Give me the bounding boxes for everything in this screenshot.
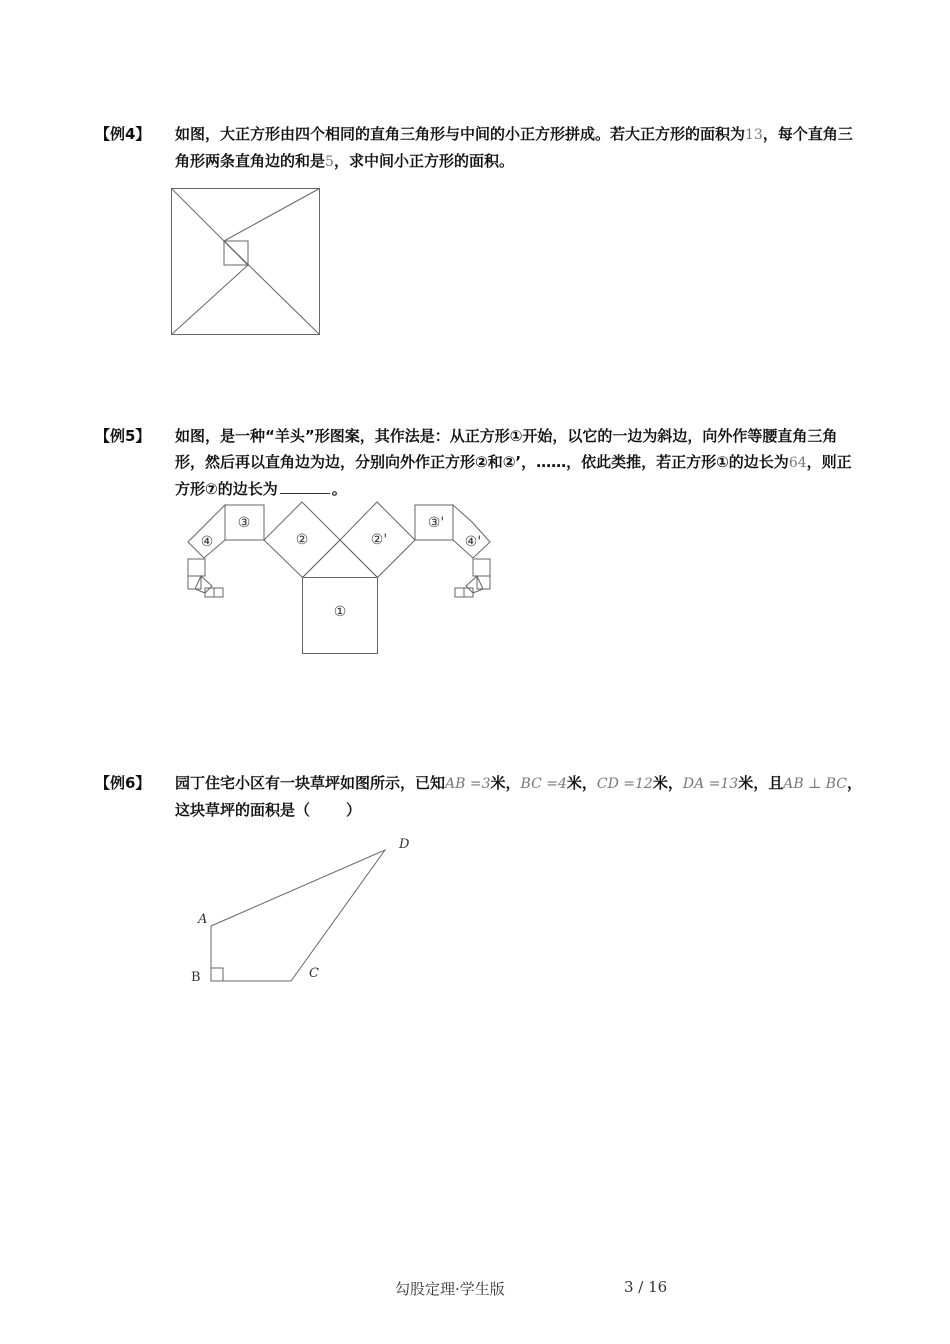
- figure-ram-head: [186, 502, 496, 658]
- math-da: DA =13: [682, 776, 739, 792]
- legs-sum: 5: [325, 154, 334, 170]
- problem-text: 如图，是一种“羊头”形图案，其作法是：从正方形①开始，以它的一边为斜边，向外作等腰直角三角形，然后再以直角边为边，分别向外作正方形②和②’，……，依此类推，若正方形①的边长为64，则正方形⑦的边长为 。: [175, 427, 852, 498]
- label-square-3-prime: ③': [427, 515, 445, 531]
- footer-title: 勾股定理·学生版: [395, 1280, 505, 1298]
- problem-text: 园丁住宅小区有一块草坪如图所示，已知AB =3米，BC =4米，CD =12米，DA =13米，且AB ⊥ BC，这块草坪的面积是（ ）: [175, 774, 862, 819]
- math-bc: BC =4: [520, 776, 567, 792]
- figure-lawn-quadrilateral: [185, 830, 425, 995]
- point-c-label: C: [309, 966, 319, 981]
- label-square-4: ④: [200, 534, 214, 550]
- point-d-label: D: [399, 837, 410, 852]
- label-square-2-prime: ②': [370, 532, 388, 548]
- math-ab: AB =3: [445, 776, 491, 792]
- label-square-4-prime: ④': [464, 534, 482, 550]
- math-perpendicular: AB ⊥ BC: [783, 776, 847, 792]
- problem-text: 如图，大正方形由四个相同的直角三角形与中间的小正方形拼成。若大正方形的面积为13，每个直角三角形两条直角边的和是5，求中间小正方形的面积。: [175, 125, 853, 170]
- problem-label: 【例6】: [95, 774, 151, 792]
- label-square-3: ③: [237, 515, 251, 531]
- point-a-label: A: [198, 912, 208, 927]
- square-1-side: 64: [788, 455, 807, 471]
- problem-label: 【例4】: [95, 125, 151, 143]
- label-square-2: ②: [295, 532, 309, 548]
- answer-blank: [280, 480, 330, 494]
- figure-pinwheel-square: [170, 187, 322, 337]
- page-number: 3 / 16: [624, 1278, 668, 1296]
- label-square-1: ①: [333, 604, 347, 620]
- point-b-label: B: [191, 970, 201, 985]
- big-square-area: 13: [745, 127, 763, 143]
- problem-label: 【例5】: [95, 427, 151, 445]
- math-cd: CD =12: [596, 776, 653, 792]
